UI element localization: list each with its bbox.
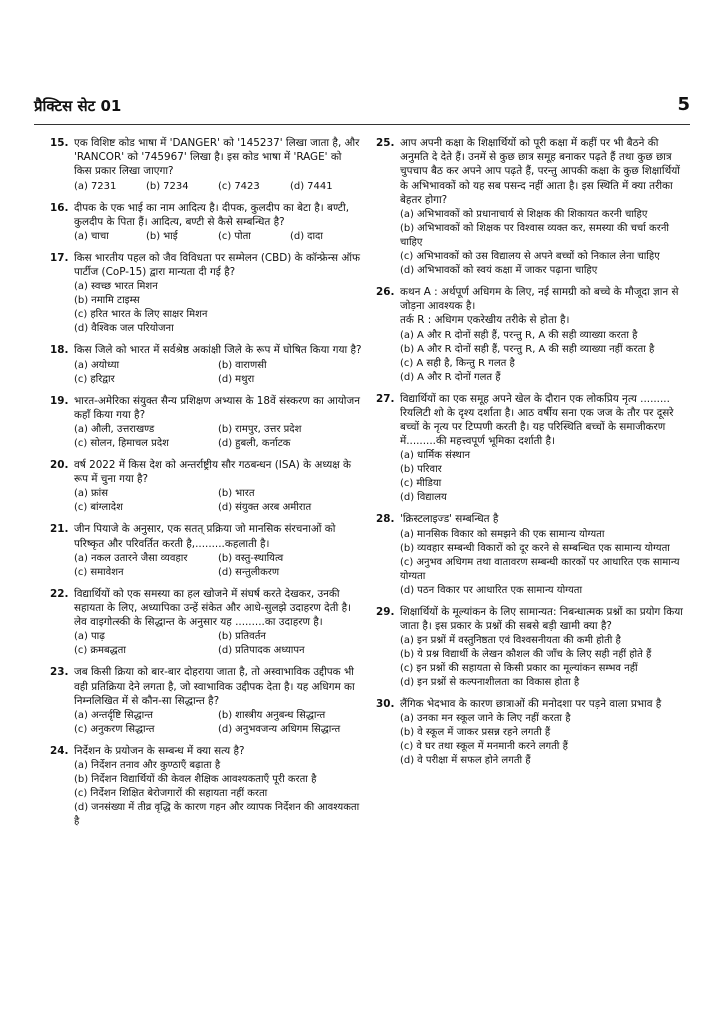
question-text: एक विशिष्ट कोड भाषा में 'DANGER' को '145237' लिखा जाता है, और 'RANCOR' को '745967' लिखा है। इस कोड भाषा में 'RAGE' को किस प्रकार लिखा जाएगा? [74,137,360,178]
option-text: परिवार [417,464,442,476]
question-22 [50,587,362,659]
left-column [50,136,362,836]
option-text: ये प्रश्न विद्यार्थी के लेखन कौशल की जाँच के लिए सही नहीं होते हैं [417,649,652,661]
question-text: शिक्षार्थियों के मूल्यांकन के लिए सामान्यत: निबन्धात्मक प्रश्नों का प्रयोग किया जाता है। इस प्रकार के प्रश्नों की सबसे बड़ी खामी क्या है? [400,605,683,632]
option-item [146,180,218,194]
option-label: (c) [218,180,232,192]
option-text: मीडिया [416,478,442,490]
question-text: कथन A : अर्थपूर्ण अधिगम के लिए, नई सामग्री को बच्चे के मौजूदा ज्ञान से जोड़ना आवश्यक है। [400,286,679,313]
option-item [218,180,290,194]
option-label: (a) [74,631,88,643]
option-text: अनुभव अधिगम तथा वातावरण सम्बन्धी कारकों पर आधारित एक सामान्य योग्यता [400,556,680,582]
option-label: (d) [400,584,415,596]
question-text: निर्देशन के प्रयोजन के सम्बन्ध में क्या सत्य है? [74,745,245,758]
option-item [146,230,218,244]
option-label: (d) [218,724,233,736]
option-label: (a) [74,281,88,293]
option-text: मानसिक विकार को समझने की एक सामान्य योग्यता [416,528,605,540]
options-list [74,280,362,336]
option-label: (d) [400,755,415,767]
option-text: अनुकरण सिद्धान्त [90,724,155,736]
option-label: (b) [146,231,161,243]
question-number: 15. [50,137,69,149]
option-item [218,359,362,373]
options-list [400,634,688,690]
option-text: वे स्कूल में जाकर प्रसन्न रहने लगती हैं [417,727,551,739]
option-text: 7441 [307,180,333,192]
options-list [74,487,362,515]
option-label: (b) [400,464,415,476]
question-number: 30. [376,698,395,711]
question-number: 25. [376,137,395,149]
option-text: वे परीक्षा में सफल होने लगती हैं [417,755,531,767]
option-text: A और R दोनों सही हैं, परन्तु R, A की सही व्याख्या करता है [416,329,638,341]
question-number: 20. [50,459,69,472]
option-text: मथुरा [235,373,255,385]
question-number: 27. [376,392,395,405]
option-item [218,709,362,723]
option-text: नमामि टाइम्स [91,295,140,307]
option-item [400,712,688,726]
options-list [74,180,362,194]
option-item [74,230,146,244]
option-item [400,662,688,676]
option-item [74,773,362,787]
question-text: जब किसी क्रिया को बार-बार दोहराया जाता है, तो अस्वाभाविक उद्दीपक भी वही प्रतिक्रिया देने लगता है, जो स्वाभाविक उद्दीपक देता है। यह अधिगम का निम्नलिखित में से कौन-सा सिद्धान्त है? [74,666,355,707]
options-list [74,423,362,451]
option-text: A और R दोनों सही हैं, परन्तु R, A की सही व्याख्या नहीं करता है [417,343,655,355]
option-text: हुबली, कर्नाटक [235,438,291,450]
option-item [400,357,688,371]
option-item [74,487,218,501]
question-text: जीन पियाजे के अनुसार, एक सतत् प्रक्रिया जो मानसिक संरचनाओं को परिष्कृत और परिवर्तित करती है,.........कहलाती है। [74,523,336,550]
option-label: (c) [400,741,414,753]
option-label: (a) [74,231,88,243]
option-text: औली, उत्तराखण्ड [90,424,155,436]
question-25 [376,136,688,278]
options-list [74,709,362,737]
question-number: 16. [50,201,69,214]
question-27 [376,392,688,506]
option-item [74,801,362,829]
question-21 [50,522,362,579]
question-number: 23. [50,666,69,679]
option-item [74,566,218,580]
option-item [400,264,688,278]
option-item [74,280,362,294]
option-label: (a) [400,450,414,462]
option-item [400,250,688,264]
option-text: पाढ़ [90,631,105,643]
option-item [400,449,688,463]
option-label: (b) [218,710,233,722]
option-label: (d) [218,502,233,514]
option-text: विद्यालय [417,492,447,504]
option-item [218,487,362,501]
question-28 [376,512,688,597]
option-item [400,584,688,598]
option-text: धार्मिक संस्थान [416,450,471,462]
option-text: इन प्रश्नों से कल्पनाशीलता का विकास होता है [417,677,580,689]
question-number: 29. [376,605,395,618]
question-26 [376,285,688,385]
question-text: विद्यार्थियों को एक समस्या का हल खोजने में संघर्ष करते देखकर, उनकी सहायता के लिए, अध्यापिका उन्हें संकेत और आधे-सुलझे उदाहरण देती है। लेव वाइगोत्स्की के सिद्धान्त के अनुसार यह .........का उदाहरण है। [74,587,352,629]
option-item [400,208,688,222]
option-label: (b) [400,727,415,739]
option-text: रामपुर, उत्तर प्रदेश [235,424,302,436]
option-item [218,501,362,515]
option-label: (d) [290,231,305,243]
options-list [400,528,688,598]
options-list [400,712,688,768]
question-number: 19. [50,394,69,407]
question-number: 18. [50,344,69,357]
option-item [74,423,218,437]
option-item [400,648,688,662]
question-text: लैंगिक भेदभाव के कारण छात्राओं की मनोदशा पर पड़ने वाला प्रभाव है [400,698,662,711]
option-item [400,634,688,648]
options-list [74,359,362,387]
option-label: (d) [218,373,233,385]
option-item [74,180,146,194]
option-text: निर्देशन शिक्षित बेरोजगारों की सहायता नहीं करता [90,788,268,800]
option-item [218,566,362,580]
header-divider [34,124,690,125]
option-text: व्यवहार सम्बन्धी विकारों को दूर करने से सम्बन्धित एक सामान्य योग्यता [417,542,670,554]
question-29 [376,605,688,690]
option-text: सोलन, हिमाचल प्रदेश [90,438,169,450]
option-text: 7234 [163,180,189,192]
option-label: (b) [400,343,415,355]
option-text: वे घर तथा स्कूल में मनमानी करने लगती हैं [416,741,568,753]
option-item [74,644,218,658]
question-number: 17. [50,252,69,265]
option-label: (c) [400,251,414,263]
option-label: (a) [74,760,88,772]
option-label: (b) [74,774,89,786]
option-label: (d) [218,645,233,657]
option-text: 7423 [234,180,260,192]
option-text: अभिभावकों को स्वयं कक्षा में जाकर पढ़ाना चाहिए [417,265,598,277]
option-item [218,552,362,566]
option-label: (b) [218,488,233,500]
option-item [400,477,688,491]
option-text: अभिभावकों को प्रधानाचार्य से शिक्षक की शिकायत करनी चाहिए [416,209,648,221]
option-label: (a) [74,710,88,722]
option-text: A और R दोनों गलत हैं [417,371,501,383]
option-text: उनका मन स्कूल जाने के लिए नहीं करता है [416,713,571,725]
options-list [400,329,688,385]
option-item [218,630,362,644]
option-label: (b) [400,649,415,661]
option-text: हरित भारत के लिए साक्षर मिशन [90,309,208,321]
option-item [74,322,362,336]
option-text: हरिद्वार [90,373,115,385]
question-16 [50,201,362,244]
option-label: (c) [74,309,88,321]
option-text: संयुक्त अरब अमीरात [235,502,312,514]
option-item [74,723,218,737]
option-text: इन प्रश्नों में वस्तुनिष्ठता एवं विश्वसनीयता की कमी होती है [416,635,621,647]
option-item [74,759,362,773]
option-item [74,709,218,723]
option-item [74,437,218,451]
option-item [74,552,218,566]
option-label: (c) [400,556,414,568]
option-item [74,294,362,308]
question-text: वर्ष 2022 में किस देश को अन्तर्राष्ट्रीय सौर गठबन्धन (ISA) के अध्यक्ष के रूप में चुना गया है? [74,459,351,486]
option-label: (a) [400,713,414,725]
question-19 [50,394,362,451]
option-item [218,723,362,737]
options-list [400,449,688,505]
option-item [74,308,362,322]
option-label: (b) [218,631,233,643]
option-label: (c) [218,231,232,243]
option-item [218,230,290,244]
option-label: (c) [74,724,88,736]
option-text: A सही है, किन्तु R गलत है [416,357,515,369]
question-text: किस जिले को भारत में सर्वश्रेष्ठ अकांक्षी जिले के रूप में घोषित किया गया है? [74,344,362,357]
option-label: (a) [400,329,414,341]
option-text: इन प्रश्नों की सहायता से किसी प्रकार का मूल्यांकन सम्भव नहीं [416,663,638,675]
question-text: भारत-अमेरिका संयुक्त सैन्य प्रशिक्षण अभ्यास के 18वें संस्करण का आयोजन कहाँ किया गया है? [74,394,360,421]
option-label: (a) [400,528,414,540]
option-label: (d) [400,492,415,504]
option-item [400,542,688,556]
option-label: (b) [218,552,233,564]
question-number: 21. [50,523,69,536]
option-label: (d) [400,677,415,689]
question-18 [50,343,362,386]
option-text: प्रतिपादक अध्यापन [235,645,305,657]
option-text: पठन विकार पर आधारित एक सामान्य योग्यता [417,584,583,596]
option-text: जनसंख्या में तीव्र वृद्धि के कारण गहन और व्यापक निर्देशन की आवश्यकता है [74,802,360,828]
option-label: (c) [74,502,88,514]
option-label: (c) [400,663,414,675]
option-label: (c) [74,566,88,578]
question-number: 28. [376,513,395,526]
option-text: फ्रांस [90,488,108,500]
question-20 [50,458,362,515]
option-text: भाई [163,231,178,243]
option-item [400,371,688,385]
option-item [400,528,688,542]
option-label: (c) [74,373,88,385]
option-item [400,329,688,343]
option-item [74,501,218,515]
option-label: (a) [74,359,88,371]
question-24 [50,744,362,829]
question-30 [376,697,688,768]
option-label: (b) [400,223,415,235]
option-label: (b) [218,359,233,371]
options-list [74,759,362,829]
option-item [74,373,218,387]
option-text: निर्देशन तनाव और कुण्ठाएँ बढ़ाता है [90,760,221,772]
question-reason-text: तर्क R : अधिगम एकरेखीय तरीके से होता है। [400,314,570,327]
option-label: (c) [400,478,414,490]
question-text: आप अपनी कक्षा के शिक्षार्थियों को पूरी कक्षा में कहीं पर भी बैठने की अनुमति दे देते हैं। उनमें से कुछ छात्र समूह बनाकर पढ़ते हैं तथा कुछ छात्र चुपचाप बैठ कर अपने आप पढ़ते हैं, परन्तु आपकी कक्षा के कुछ शिक्षार्थियों के अभिभावकों को यह सब पसन्द नहीं आता है। इस स्थिति में क्या तरीका बेहतर होगा? [400,137,680,206]
option-label: (a) [400,635,414,647]
options-list [74,630,362,658]
option-text: पोता [234,231,251,243]
option-text: बांग्लादेश [90,502,123,514]
question-number: 22. [50,587,69,600]
option-label: (a) [400,209,414,221]
option-item [218,423,362,437]
option-text: 7231 [90,180,117,192]
options-list [74,230,362,244]
question-17 [50,251,362,336]
option-item [74,359,218,373]
option-text: वैश्विक जल परियोजना [91,323,174,335]
page-title: प्रैक्टिस सेट 01 [34,97,122,115]
option-text: वस्तु-स्थायित्व [235,552,284,564]
option-label: (d) [400,371,415,383]
option-label: (d) [218,438,233,450]
option-item [400,726,688,740]
option-label: (c) [74,645,88,657]
option-label: (d) [290,180,305,192]
question-text: 'क्रिस्टलाइज्ड' सम्बन्धित है [400,513,499,526]
option-text: अयोध्या [90,359,120,371]
question-number: 26. [376,286,395,299]
option-text: स्वच्छ भारत मिशन [90,281,158,293]
option-label: (c) [400,357,414,369]
option-item [400,463,688,477]
page-number: 5 [677,94,690,115]
option-item [400,491,688,505]
option-text: अभिभावकों को उस विद्यालय से अपने बच्चों को निकाल लेना चाहिए [416,251,660,263]
option-label: (d) [74,323,89,335]
option-text: नकल उतारने जैसा व्यवहार [90,552,188,564]
option-label: (b) [146,180,161,192]
option-item [290,180,362,194]
option-label: (c) [74,788,88,800]
option-text: निर्देशन विद्यार्थियों की केवल शैक्षिक आवश्यकताएँ पूरी करता है [91,774,317,786]
option-text: क्रमबद्धता [90,645,126,657]
question-text: किस भारतीय पहल को जैव विविधता पर सम्मेलन (CBD) के कॉन्फ्रेन्स ऑफ पार्टीज (CoP-15) द्वारा मान्यता दी गई है? [74,252,361,279]
option-label: (a) [74,488,88,500]
option-item [74,630,218,644]
option-text: वाराणसी [235,359,267,371]
option-text: प्रतिवर्तन [235,631,266,643]
option-item [400,754,688,768]
option-text: अन्तर्दृष्टि सिद्धान्त [90,710,153,722]
option-text: चाचा [90,231,109,243]
option-item [400,222,688,250]
option-text: सन्तुलीकरण [235,566,280,578]
option-label: (b) [400,542,415,554]
option-text: अनुभवजन्य अधिगम सिद्धान्त [235,724,341,736]
option-text: भारत [235,488,255,500]
options-list [74,552,362,580]
option-text: समावेशन [90,566,124,578]
option-text: शास्त्रीय अनुबन्ध सिद्धान्त [235,710,326,722]
option-item [400,740,688,754]
option-item [400,343,688,357]
option-text: अभिभावकों को शिक्षक पर विश्वास व्यक्त कर, समस्या की चर्चा करनी चाहिए [400,223,669,249]
right-column [376,136,688,775]
option-item [290,230,362,244]
question-15 [50,136,362,194]
option-item [400,676,688,690]
option-text: दादा [307,231,323,243]
question-text: दीपक के एक भाई का नाम आदित्य है। दीपक, कुलदीप का बेटा है। बण्टी, कुलदीप के पिता हैं। आदित्य, बण्टी से कैसे सम्बन्धित है? [74,201,349,228]
option-label: (a) [74,552,88,564]
option-label: (b) [74,295,89,307]
option-item [400,556,688,584]
question-text: विद्यार्थियों का एक समूह अपने खेल के दौरान एक लोकप्रिय नृत्य ......... रियलिटी शो के दृश्य दर्शाता है। आठ वर्षीय सना एक जज के तौर पर दूसरे बच्चों के नृत्य पर टिप्पणी करती है। यह परिस्थिति बच्चों के समाजीकरण में.........की महत्त्वपूर्ण भूमिका दर्शाती है। [400,392,674,448]
page-header [34,96,690,120]
question-23 [50,665,362,737]
options-list [400,208,688,278]
option-label: (a) [74,424,88,436]
option-label: (d) [218,566,233,578]
option-item [218,437,362,451]
option-item [218,373,362,387]
option-label: (a) [74,180,88,192]
option-label: (d) [400,265,415,277]
option-item [74,787,362,801]
option-label: (d) [74,802,89,814]
option-label: (c) [74,438,88,450]
option-label: (b) [218,424,233,436]
question-number: 24. [50,745,69,758]
option-item [218,644,362,658]
